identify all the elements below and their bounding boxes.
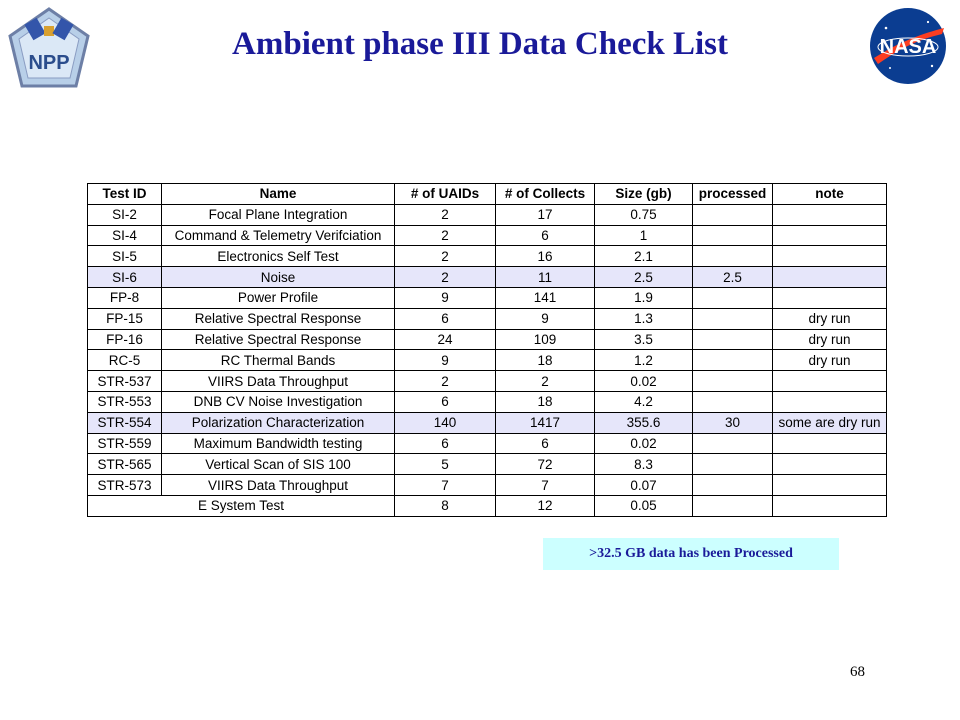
cell-name: RC Thermal Bands	[162, 350, 395, 371]
cell-collects: 109	[496, 329, 595, 350]
table-row	[88, 308, 887, 329]
cell-processed	[693, 391, 773, 412]
table-row	[88, 246, 887, 267]
table-row	[88, 433, 887, 454]
cell-uaids: 5	[395, 454, 496, 475]
cell-name: Electronics Self Test	[162, 246, 395, 267]
table-row	[88, 454, 887, 475]
column-header: processed	[693, 184, 773, 205]
column-header: # of Collects	[496, 184, 595, 205]
table-row	[88, 204, 887, 225]
cell-uaids: 2	[395, 204, 496, 225]
cell-name: Polarization Characterization	[162, 412, 395, 433]
cell-uaids: 24	[395, 329, 496, 350]
cell-processed: 30	[693, 412, 773, 433]
table-header-row	[88, 184, 887, 205]
cell-processed	[693, 350, 773, 371]
page-number: 68	[850, 664, 865, 680]
cell-note	[773, 225, 887, 246]
cell-test-id: STR-559	[88, 433, 162, 454]
table-row	[88, 371, 887, 392]
cell-size: 1	[595, 225, 693, 246]
cell-collects: 6	[496, 225, 595, 246]
cell-size: 0.05	[595, 495, 693, 516]
cell-test-id: STR-573	[88, 475, 162, 496]
cell-test-id: SI-5	[88, 246, 162, 267]
cell-test-id: FP-16	[88, 329, 162, 350]
cell-test-id: STR-537	[88, 371, 162, 392]
table-row	[88, 267, 887, 288]
cell-size: 0.02	[595, 371, 693, 392]
cell-size: 8.3	[595, 454, 693, 475]
cell-processed	[693, 204, 773, 225]
cell-processed	[693, 475, 773, 496]
cell-uaids: 2	[395, 371, 496, 392]
cell-test-id: STR-554	[88, 412, 162, 433]
svg-text:NASA: NASA	[879, 36, 937, 58]
cell-size: 3.5	[595, 329, 693, 350]
cell-note: dry run	[773, 308, 887, 329]
cell-size: 355.6	[595, 412, 693, 433]
cell-uaids: 6	[395, 391, 496, 412]
cell-name: Focal Plane Integration	[162, 204, 395, 225]
cell-uaids: 140	[395, 412, 496, 433]
cell-note	[773, 454, 887, 475]
column-header: note	[773, 184, 887, 205]
cell-test-id: SI-2	[88, 204, 162, 225]
cell-uaids: 6	[395, 433, 496, 454]
cell-collects: 2	[496, 371, 595, 392]
cell-uaids: 2	[395, 225, 496, 246]
table-row	[88, 412, 887, 433]
cell-collects: 18	[496, 391, 595, 412]
cell-size: 1.2	[595, 350, 693, 371]
cell-note: some are dry run	[773, 412, 887, 433]
cell-uaids: 2	[395, 267, 496, 288]
cell-processed	[693, 454, 773, 475]
cell-collects: 6	[496, 433, 595, 454]
cell-note	[773, 433, 887, 454]
cell-processed	[693, 225, 773, 246]
cell-note	[773, 204, 887, 225]
cell-test-id: STR-565	[88, 454, 162, 475]
cell-uaids: 9	[395, 350, 496, 371]
cell-size: 1.9	[595, 287, 693, 308]
cell-size: 1.3	[595, 308, 693, 329]
cell-test-id: STR-553	[88, 391, 162, 412]
cell-name: Command & Telemetry Verifciation	[162, 225, 395, 246]
cell-note	[773, 495, 887, 516]
cell-test-id: FP-15	[88, 308, 162, 329]
slide-title: Ambient phase III Data Check List	[232, 26, 728, 62]
cell-test-label: E System Test	[88, 495, 395, 516]
cell-note	[773, 391, 887, 412]
cell-processed	[693, 495, 773, 516]
cell-name: Relative Spectral Response	[162, 308, 395, 329]
cell-uaids: 2	[395, 246, 496, 267]
cell-size: 2.1	[595, 246, 693, 267]
cell-processed	[693, 433, 773, 454]
cell-note	[773, 475, 887, 496]
cell-collects: 141	[496, 287, 595, 308]
cell-size: 0.02	[595, 433, 693, 454]
cell-note: dry run	[773, 350, 887, 371]
table-row	[88, 329, 887, 350]
cell-processed	[693, 329, 773, 350]
cell-name: DNB CV Noise Investigation	[162, 391, 395, 412]
svg-text:NPP: NPP	[28, 52, 70, 74]
cell-size: 4.2	[595, 391, 693, 412]
cell-uaids: 7	[395, 475, 496, 496]
cell-collects: 72	[496, 454, 595, 475]
cell-collects: 12	[496, 495, 595, 516]
cell-processed	[693, 287, 773, 308]
cell-collects: 9	[496, 308, 595, 329]
table-row	[88, 475, 887, 496]
cell-note	[773, 371, 887, 392]
cell-test-id: SI-6	[88, 267, 162, 288]
cell-collects: 11	[496, 267, 595, 288]
cell-processed	[693, 371, 773, 392]
column-header: # of UAIDs	[395, 184, 496, 205]
cell-test-id: FP-8	[88, 287, 162, 308]
cell-name: Vertical Scan of SIS 100	[162, 454, 395, 475]
table-row	[88, 391, 887, 412]
cell-size: 0.07	[595, 475, 693, 496]
cell-test-id: SI-4	[88, 225, 162, 246]
processed-summary-note: >32.5 GB data has been Processed	[543, 538, 839, 570]
cell-collects: 18	[496, 350, 595, 371]
cell-collects: 1417	[496, 412, 595, 433]
cell-name: VIIRS Data Throughput	[162, 475, 395, 496]
cell-collects: 16	[496, 246, 595, 267]
cell-name: Maximum Bandwidth testing	[162, 433, 395, 454]
cell-processed: 2.5	[693, 267, 773, 288]
cell-size: 0.75	[595, 204, 693, 225]
column-header: Name	[162, 184, 395, 205]
cell-test-id: RC-5	[88, 350, 162, 371]
cell-note	[773, 246, 887, 267]
cell-uaids: 6	[395, 308, 496, 329]
cell-name: VIIRS Data Throughput	[162, 371, 395, 392]
table-row	[88, 287, 887, 308]
cell-name: Relative Spectral Response	[162, 329, 395, 350]
cell-name: Noise	[162, 267, 395, 288]
nasa-logo	[868, 6, 948, 86]
column-header: Size (gb)	[595, 184, 693, 205]
cell-uaids: 9	[395, 287, 496, 308]
table-row-system-test	[88, 495, 887, 516]
column-header: Test ID	[88, 184, 162, 205]
cell-name: Power Profile	[162, 287, 395, 308]
cell-collects: 7	[496, 475, 595, 496]
cell-collects: 17	[496, 204, 595, 225]
cell-note: dry run	[773, 329, 887, 350]
cell-processed	[693, 308, 773, 329]
cell-uaids: 8	[395, 495, 496, 516]
cell-note	[773, 267, 887, 288]
cell-size: 2.5	[595, 267, 693, 288]
cell-processed	[693, 246, 773, 267]
cell-note	[773, 287, 887, 308]
table-row	[88, 350, 887, 371]
data-check-table	[87, 183, 887, 517]
table-row	[88, 225, 887, 246]
